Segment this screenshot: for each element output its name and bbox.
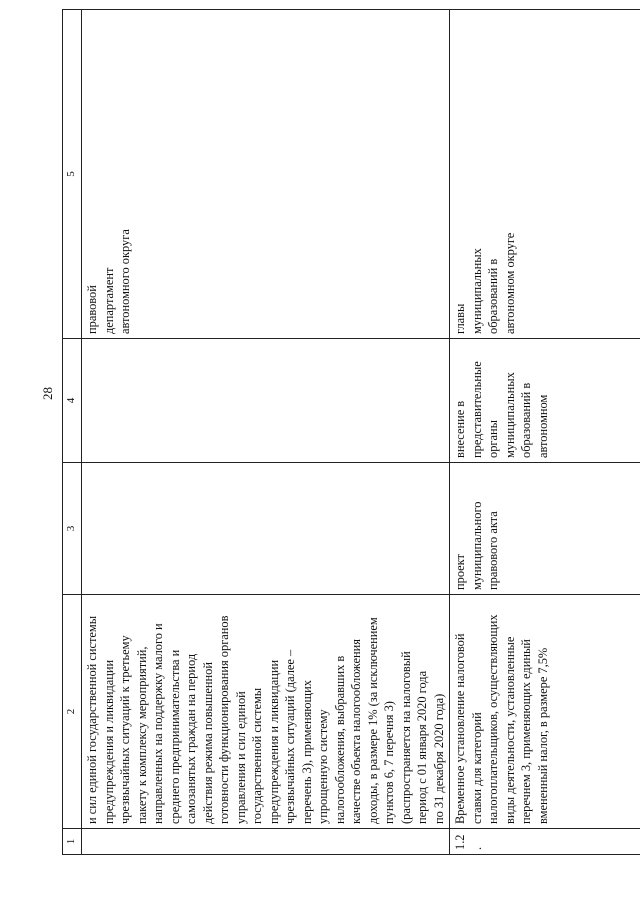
table-row (450, 10, 640, 855)
column-number-2: 2 (63, 595, 82, 829)
procedure-cell (82, 339, 450, 463)
measures-table (62, 9, 640, 855)
column-number-5: 5 (63, 10, 82, 339)
table-header-row (63, 10, 82, 855)
responsible-cell: правовой департамент автономного округа (82, 10, 450, 339)
column-number-3: 3 (63, 463, 82, 595)
document-cell: проект муниципального правового акта (450, 463, 640, 595)
table-row (82, 10, 450, 855)
column-number-1: 1 (63, 829, 82, 855)
document-cell (82, 463, 450, 595)
row-number (82, 829, 450, 855)
procedure-cell: внесение в представительные органы муниципальных образований в автономном (450, 339, 640, 463)
page-number: 28 (40, 387, 55, 400)
measure-cell: Временное установление налоговой ставки для категорий налогоплательщиков, осуществляющих виды деятельности, установленные перечнем 3, применяющих единый вмененный налог, в размере 7,5% (450, 595, 640, 829)
row-number: 1.2. (450, 829, 640, 855)
rotated-page-content (62, 10, 592, 855)
column-number-4: 4 (63, 339, 82, 463)
measure-cell: и сил единой государственной системы предупреждения и ликвидации чрезвычайных ситуаций к третьему пакету к комплексу мероприятий, направленных на поддержку малого и среднего предпринимательства и самозанятых граждан на период действия режима повышенной готовности функционирования органов управления и сил единой государственной системы предупреждения и ликвидации чрезвычайных ситуаций (далее – перечень 3), применяющих упрощенную систему налогообложения, выбравших в качестве объекта налогообложения доходы, в размере 1% (за исключением пунктов 6, 7 перечня 3) (распространяется на налоговый период с 01 января 2020 года по 31 декабря 2020 года) (82, 595, 450, 829)
responsible-cell: главы муниципальных образований в автономном округе (450, 10, 640, 339)
